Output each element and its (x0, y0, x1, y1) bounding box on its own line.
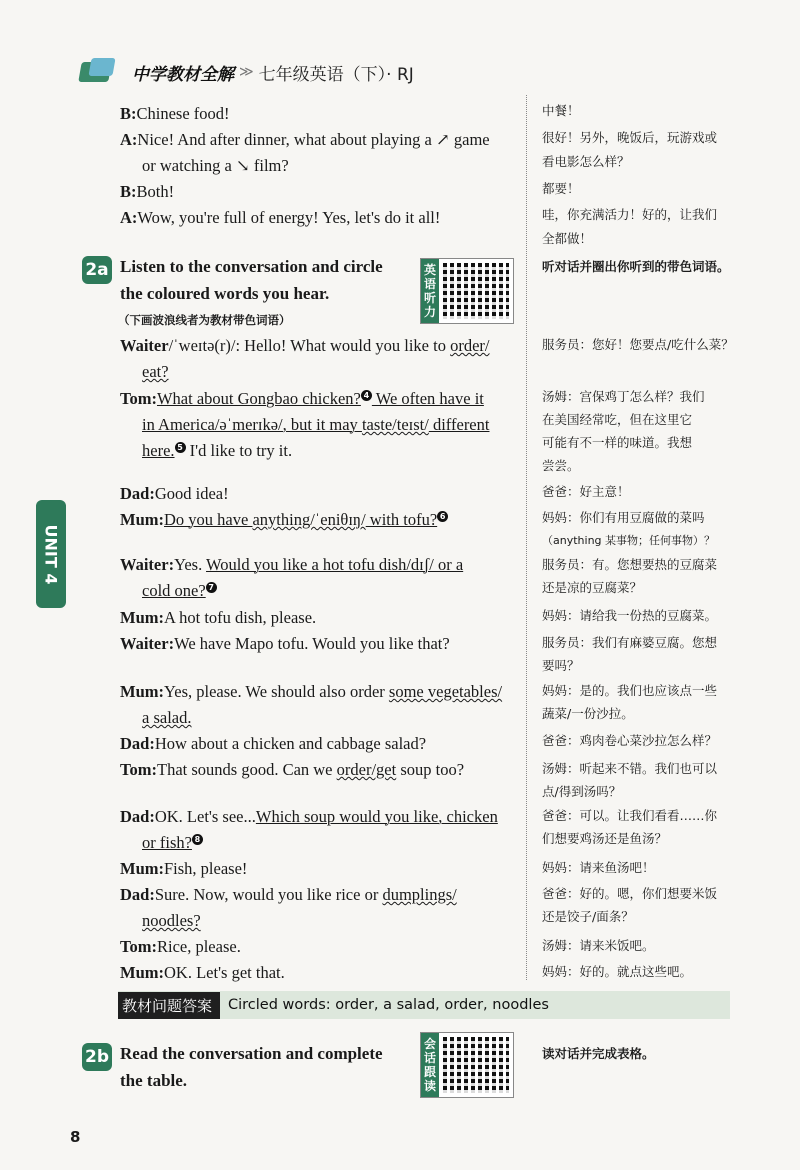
translation-line: 全都做！ (542, 231, 593, 246)
qr-label: 会 话 跟 读 (421, 1033, 439, 1097)
dialogue-line: B:Chinese food! (120, 104, 230, 123)
translation-line: 妈妈：是的。我们也应该点一些 (542, 683, 718, 698)
note-text: （下画波浪线者为教材带色词语） (118, 313, 291, 327)
translation-line: 汤姆：听起来不错。我们也可以 (542, 761, 718, 776)
translation-line: 服务员：有。您想要热的豆腐菜 (542, 557, 718, 572)
dialogue-line: A:Wow, you're full of energy! Yes, let's do it all! (120, 208, 441, 227)
page-number: 8 (70, 1128, 81, 1146)
section-instruction: Read the conversation and complete the table. (120, 1044, 383, 1090)
dialogue-line: A:Nice! And after dinner, what about playing a ↗ game (120, 130, 490, 149)
dialogue-line: Tom:Rice, please. (120, 937, 241, 956)
section-badge-2a: 2a (82, 256, 112, 284)
qr-label: 英 语 听 力 (421, 259, 439, 323)
dialogue-line: Tom:That sounds good. Can we order/get soup too? (120, 760, 465, 779)
dialogue-line: here. 5 I'd like to try it. (142, 441, 293, 460)
listening-qr-code[interactable] (420, 258, 514, 324)
page-header (72, 52, 414, 92)
translation-line: 还是凉的豆腐菜？ (542, 580, 643, 595)
translation-line: （anything 某事物；任何事物）？ (542, 534, 716, 547)
dialogue-line: Tom:What about Gongbao chicken? 4 We often have it (120, 389, 484, 408)
translation-line: 爸爸：可以。让我们看看……你 (542, 808, 718, 823)
qr-code-icon (443, 263, 509, 319)
dialogue-line: eat? (142, 362, 169, 381)
translation-line: 妈妈：好的。就点这些吧。 (542, 964, 693, 979)
dialogue-line: in America/əˈmerɪkə/, but it may taste/teɪst/ different (142, 415, 490, 434)
dialogue-line: Mum:Fish, please! (120, 859, 248, 878)
dialogue-line: noodles? (142, 911, 201, 930)
dialogue-line: Dad:OK. Let's see...Which soup would you like, chicken (120, 807, 498, 826)
translation-line: 服务员：我们有麻婆豆腐。您想 (542, 635, 718, 650)
answer-text: Circled words: order, a salad, order, noodles (228, 997, 549, 1013)
translation-line: 还是饺子/面条？ (542, 909, 634, 924)
dialogue-line: Dad:How about a chicken and cabbage salad? (120, 734, 427, 753)
dialogue-line: a salad. (142, 708, 192, 727)
translation-line: 很好！另外，晚饭后，玩游戏或 (542, 130, 718, 145)
translation-line: 妈妈：请来鱼汤吧！ (542, 860, 655, 875)
translation-line: 都要！ (542, 181, 580, 196)
translation-line: 妈妈：你们有用豆腐做的菜吗 (542, 510, 705, 525)
dialogue-line: Dad:Sure. Now, would you like rice or dumplings/ (120, 885, 457, 904)
dialogue-line: Waiter:Yes. Would you like a hot tofu dish/dɪʃ/ or a (120, 555, 464, 574)
dialogue-line: Mum:OK. Let's get that. (120, 963, 285, 982)
translation-line: 们想要鸡汤还是鱼汤？ (542, 831, 668, 846)
translation-line: 爸爸：好的。嗯，你们想要米饭 (542, 886, 718, 901)
book-subtitle: 七年级英语（下）· RJ (258, 64, 414, 85)
breadcrumb-arrow-icon: ≫ (239, 64, 254, 80)
translation-line: 汤姆：宫保鸡丁怎么样？我们 (542, 389, 705, 404)
translation-line: 可能有不一样的味道。我想 (542, 435, 693, 450)
book-logo-icon (72, 54, 124, 90)
translation-line: 要吗？ (542, 658, 580, 673)
translation-line: 看电影怎么样？ (542, 154, 630, 169)
translation-line: 汤姆：请来米饭吧。 (542, 938, 655, 953)
dialogue-line: or watching a ↘ film? (142, 156, 289, 175)
translation-line: 蔬菜/一份沙拉。 (542, 706, 634, 721)
dialogue-line: Mum:Do you have anything/ˈeniθɪŋ/ with tofu? 6 (120, 509, 448, 531)
section-instruction-cn: 听对话并圈出你听到的带色词语。 (542, 259, 730, 274)
dialogue-line: Waiter:We have Mapo tofu. Would you like that? (120, 634, 450, 653)
section-badge-2b: 2b (82, 1043, 112, 1071)
translation-line: 爸爸：鸡肉卷心菜沙拉怎么样？ (542, 733, 718, 748)
translation-line: 在美国经常吃，但在这里它 (542, 412, 693, 427)
translation-line: 尝尝。 (542, 458, 580, 473)
answer-bar (118, 991, 730, 1019)
column-divider (526, 95, 527, 980)
answer-tag: 教材问题答案 (118, 992, 220, 1019)
dialogue-line: B:Both! (120, 182, 175, 201)
dialogue-line: Mum:A hot tofu dish, please. (120, 608, 317, 627)
dialogue-line: or fish? 8 (142, 832, 203, 854)
translation-line: 点/得到汤吗？ (542, 784, 622, 799)
translation-line: 哇，你充满活力！好的，让我们 (542, 207, 718, 222)
unit-tab: UNIT 4 (36, 500, 66, 608)
translation-line: 妈妈：请给我一份热的豆腐菜。 (542, 608, 718, 623)
reading-qr-code[interactable] (420, 1032, 514, 1098)
translation-line: 中餐！ (542, 103, 580, 118)
dialogue-line: Dad:Good idea! (120, 484, 229, 503)
qr-code-icon (443, 1037, 509, 1093)
translation-line: 服务员：您好！您要点/吃什么菜？ (542, 337, 734, 352)
dialogue-line: Waiter/ˈweɪtə(r)/: Hello! What would you like to order/ (120, 336, 490, 355)
dialogue-line: Mum:Yes, please. We should also order some vegetables/ (120, 682, 503, 701)
section-instruction: Listen to the conversation and circle the coloured words you hear. (120, 257, 383, 303)
book-title: 中学教材全解 (132, 64, 234, 85)
translation-line: 爸爸：好主意！ (542, 484, 630, 499)
section-instruction-cn: 读对话并完成表格。 (542, 1046, 655, 1061)
dialogue-line: cold one? 7 (142, 580, 217, 602)
